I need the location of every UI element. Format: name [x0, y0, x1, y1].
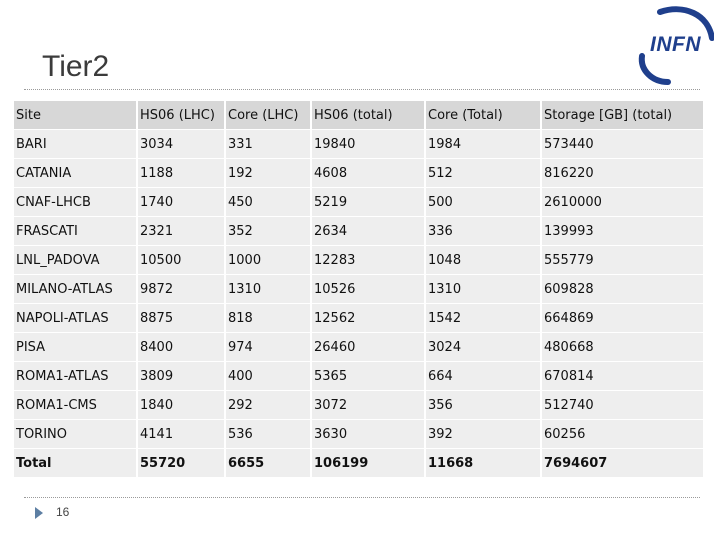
cell-hs06-total: 12283	[312, 246, 424, 274]
cell-hs06-lhc: 8875	[138, 304, 224, 332]
table-row	[14, 275, 703, 303]
table-row	[14, 159, 703, 187]
cell-core-lhc: 292	[226, 391, 310, 419]
cell-core-total: 356	[426, 391, 540, 419]
cell-core-lhc: 400	[226, 362, 310, 390]
total-label: Total	[14, 449, 136, 477]
cell-site: CNAF-LHCB	[14, 188, 136, 216]
cell-site: NAPOLI-ATLAS	[14, 304, 136, 332]
cell-hs06-lhc: 3034	[138, 130, 224, 158]
cell-core-total: 664	[426, 362, 540, 390]
table-row	[14, 420, 703, 448]
cell-core-total: 3024	[426, 333, 540, 361]
cell-hs06-lhc: 1840	[138, 391, 224, 419]
cell-hs06-lhc: 2321	[138, 217, 224, 245]
slide-title: Tier2	[42, 50, 110, 83]
cell-site: PISA	[14, 333, 136, 361]
cell-core-lhc: 1310	[226, 275, 310, 303]
cell-site: FRASCATI	[14, 217, 136, 245]
table-row	[14, 217, 703, 245]
cell-hs06-total: 5219	[312, 188, 424, 216]
total-hs06-lhc: 55720	[138, 449, 224, 477]
cell-core-total: 1310	[426, 275, 540, 303]
cell-core-lhc: 450	[226, 188, 310, 216]
table-total-row	[14, 449, 703, 477]
cell-hs06-total: 3630	[312, 420, 424, 448]
cell-hs06-lhc: 10500	[138, 246, 224, 274]
cell-hs06-lhc: 1188	[138, 159, 224, 187]
total-hs06-total: 106199	[312, 449, 424, 477]
cell-hs06-total: 5365	[312, 362, 424, 390]
cell-hs06-total: 26460	[312, 333, 424, 361]
cell-hs06-total: 3072	[312, 391, 424, 419]
cell-storage: 512740	[542, 391, 703, 419]
cell-site: LNL_PADOVA	[14, 246, 136, 274]
logo-text: INFN	[650, 33, 701, 56]
cell-storage: 60256	[542, 420, 703, 448]
cell-hs06-lhc: 9872	[138, 275, 224, 303]
total-core-total: 11668	[426, 449, 540, 477]
cell-hs06-lhc: 8400	[138, 333, 224, 361]
cell-core-total: 500	[426, 188, 540, 216]
cell-core-total: 512	[426, 159, 540, 187]
footer-divider	[24, 497, 700, 498]
table-row	[14, 304, 703, 332]
cell-hs06-lhc: 4141	[138, 420, 224, 448]
cell-site: TORINO	[14, 420, 136, 448]
cell-core-total: 1984	[426, 130, 540, 158]
table-row	[14, 391, 703, 419]
table-row	[14, 333, 703, 361]
cell-site: CATANIA	[14, 159, 136, 187]
cell-hs06-total: 4608	[312, 159, 424, 187]
cell-site: ROMA1-ATLAS	[14, 362, 136, 390]
cell-core-total: 1048	[426, 246, 540, 274]
table-row	[14, 130, 703, 158]
cell-storage: 573440	[542, 130, 703, 158]
cell-storage: 609828	[542, 275, 703, 303]
total-storage: 7694607	[542, 449, 703, 477]
header-core-lhc: Core (LHC)	[226, 101, 310, 129]
table-row	[14, 246, 703, 274]
cell-storage: 664869	[542, 304, 703, 332]
cell-storage: 139993	[542, 217, 703, 245]
cell-site: BARI	[14, 130, 136, 158]
cell-hs06-total: 10526	[312, 275, 424, 303]
cell-hs06-total: 19840	[312, 130, 424, 158]
table-row	[14, 362, 703, 390]
cell-core-lhc: 974	[226, 333, 310, 361]
cell-core-lhc: 536	[226, 420, 310, 448]
total-core-lhc: 6655	[226, 449, 310, 477]
cell-storage: 2610000	[542, 188, 703, 216]
cell-site: ROMA1-CMS	[14, 391, 136, 419]
footer-bullet-icon	[35, 507, 43, 519]
table-header-row	[14, 101, 703, 129]
title-divider	[24, 89, 700, 90]
cell-hs06-total: 2634	[312, 217, 424, 245]
cell-core-total: 1542	[426, 304, 540, 332]
header-storage-total: Storage [GB] (total)	[542, 101, 703, 129]
cell-core-lhc: 331	[226, 130, 310, 158]
cell-core-lhc: 192	[226, 159, 310, 187]
cell-core-lhc: 818	[226, 304, 310, 332]
cell-core-lhc: 352	[226, 217, 310, 245]
header-core-total: Core (Total)	[426, 101, 540, 129]
cell-core-total: 336	[426, 217, 540, 245]
cell-storage: 555779	[542, 246, 703, 274]
cell-storage: 670814	[542, 362, 703, 390]
page-number: 16	[56, 505, 70, 519]
header-hs06-total: HS06 (total)	[312, 101, 424, 129]
cell-hs06-total: 12562	[312, 304, 424, 332]
cell-storage: 816220	[542, 159, 703, 187]
table-row	[14, 188, 703, 216]
cell-hs06-lhc: 1740	[138, 188, 224, 216]
header-site: Site	[14, 101, 136, 129]
header-hs06-lhc: HS06 (LHC)	[138, 101, 224, 129]
cell-core-lhc: 1000	[226, 246, 310, 274]
cell-hs06-lhc: 3809	[138, 362, 224, 390]
cell-core-total: 392	[426, 420, 540, 448]
tier2-table	[12, 100, 705, 478]
cell-storage: 480668	[542, 333, 703, 361]
cell-site: MILANO-ATLAS	[14, 275, 136, 303]
